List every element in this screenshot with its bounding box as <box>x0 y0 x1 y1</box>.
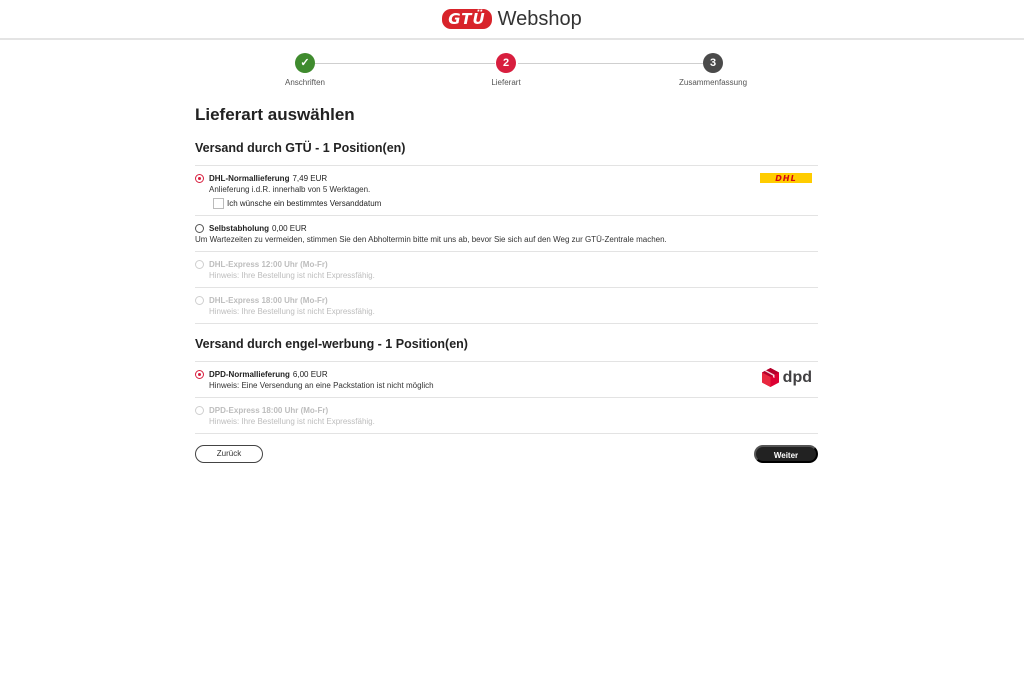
step-label: Anschriften <box>284 78 326 87</box>
option-name: DPD-Express 18:00 Uhr (Mo-Fr) <box>209 406 329 415</box>
button-row <box>195 445 818 467</box>
main-content <box>195 102 818 467</box>
dpd-logo-text: dpd <box>782 368 812 386</box>
option-dpd-express-18 <box>195 397 818 434</box>
radio-dpd-normal[interactable] <box>195 370 204 379</box>
option-dpd-normal[interactable] <box>195 361 818 397</box>
gtu-webshop-logo[interactable] <box>442 8 582 31</box>
versanddatum-checkbox[interactable] <box>213 198 224 209</box>
step-anschriften[interactable] <box>235 53 375 87</box>
option-name: DHL-Express 12:00 Uhr (Mo-Fr) <box>209 260 328 269</box>
option-dhl-express-12 <box>195 251 818 287</box>
versanddatum-checkbox-row[interactable] <box>213 198 818 209</box>
radio-dhl-normal[interactable] <box>195 174 204 183</box>
dpd-logo <box>762 368 812 387</box>
checkbox-label: Ich wünsche ein bestimmtes Versanddatum <box>227 199 382 208</box>
dpd-cube-icon <box>762 368 779 387</box>
step-zusammenfassung <box>643 53 783 87</box>
radio-selbstabholung[interactable] <box>195 224 204 233</box>
page-title: Lieferart auswählen <box>195 105 355 124</box>
header <box>0 0 1024 40</box>
radio-dhl-express-12 <box>195 260 204 269</box>
option-desc: Hinweis: Ihre Bestellung ist nicht Expressfähig. <box>209 417 375 426</box>
option-price: 6,00 EUR <box>292 370 328 379</box>
step-label: Lieferart <box>491 78 521 87</box>
next-button[interactable]: Weiter <box>754 445 818 463</box>
step-lieferart <box>436 53 576 87</box>
gtu-logo-badge: GTÜ <box>442 9 491 29</box>
option-desc: Anlieferung i.d.R. innerhalb von 5 Werktagen. <box>209 185 371 194</box>
logo-text: Webshop <box>497 7 582 30</box>
option-desc: Um Wartezeiten zu vermeiden, stimmen Sie den Abholtermin bitte mit uns ab, bevor Sie sich auf den Weg zur GTÜ-Zentrale machen. <box>195 235 667 244</box>
step-number: 2 <box>496 53 516 73</box>
section-title-engel-werbung: Versand durch engel-werbung - 1 Position(en) <box>195 337 468 351</box>
option-name: DHL-Normallieferung <box>209 174 290 183</box>
section-title-gtu: Versand durch GTÜ - 1 Position(en) <box>195 141 406 155</box>
option-dhl-express-18 <box>195 287 818 324</box>
option-desc: Hinweis: Ihre Bestellung ist nicht Expressfähig. <box>209 307 375 316</box>
radio-dhl-express-18 <box>195 296 204 305</box>
option-price: 0,00 EUR <box>272 224 307 233</box>
option-name: DPD-Normallieferung <box>209 370 290 379</box>
checkout-stepper <box>0 53 1024 93</box>
dhl-logo <box>760 173 812 183</box>
option-name: Selbstabholung <box>209 224 269 233</box>
dhl-logo-text: DHL <box>775 173 797 183</box>
option-desc: Hinweis: Eine Versendung an eine Packstation ist nicht möglich <box>209 381 434 390</box>
back-button[interactable]: Zurück <box>195 445 263 463</box>
option-name: DHL-Express 18:00 Uhr (Mo-Fr) <box>209 296 328 305</box>
step-check-icon: ✓ <box>295 53 315 73</box>
option-selbstabholung[interactable] <box>195 215 818 251</box>
option-dhl-normal[interactable] <box>195 165 818 215</box>
step-label: Zusammenfassung <box>678 78 748 87</box>
step-number: 3 <box>703 53 723 73</box>
radio-dpd-express-18 <box>195 406 204 415</box>
option-desc: Hinweis: Ihre Bestellung ist nicht Expressfähig. <box>209 271 375 280</box>
option-price: 7,49 EUR <box>292 174 328 183</box>
